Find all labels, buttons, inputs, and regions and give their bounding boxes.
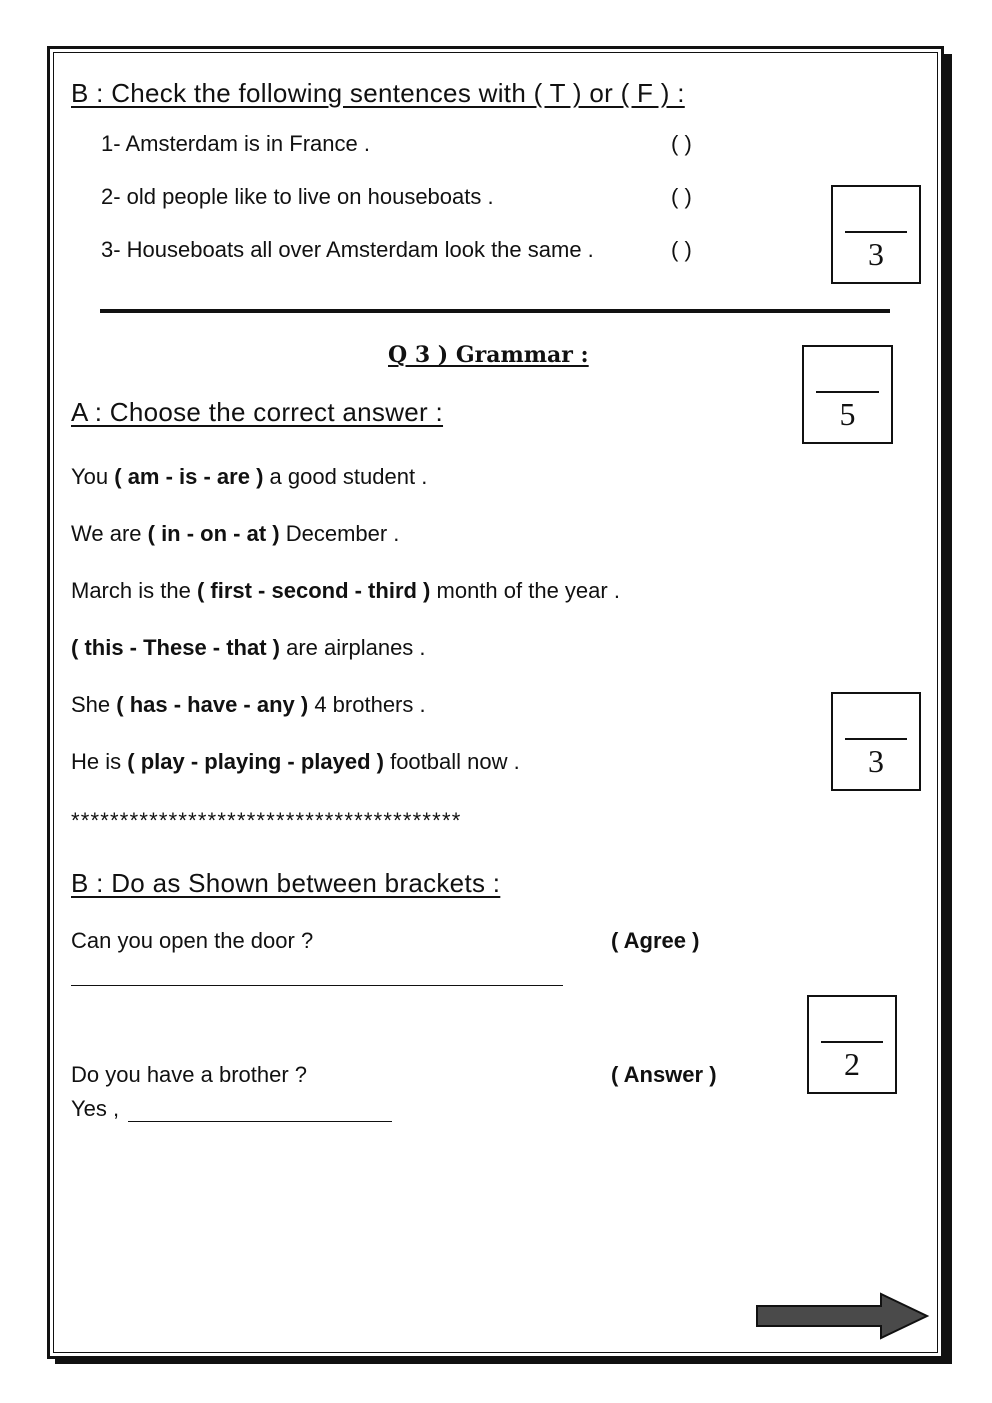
answer-line-1[interactable] <box>71 985 563 986</box>
score-total: 5 <box>839 396 856 432</box>
section-divider <box>100 309 890 313</box>
score-blank-line <box>821 1041 883 1043</box>
answer-prompt-yes: Yes , <box>71 1096 120 1121</box>
score-box-q3 <box>802 345 893 444</box>
mcq-row-1 <box>71 464 427 490</box>
score-blank-line <box>816 391 879 393</box>
score-box-tf <box>831 185 921 284</box>
mcq-stem: He is <box>71 749 128 774</box>
mcq-row-6 <box>71 749 520 775</box>
mcq-row-3 <box>71 578 620 604</box>
mcq-stem: She <box>71 692 117 717</box>
do-instruction-2: ( Answer ) <box>611 1062 717 1087</box>
mcq-choices[interactable]: ( am - is - are ) <box>114 464 264 489</box>
mcq-stem-end: December . <box>279 521 400 546</box>
score-total: 3 <box>868 743 884 779</box>
do-question-1: Can you open the door ? <box>71 928 314 953</box>
do-as-shown-heading: B : Do as Shown between brackets : <box>71 868 501 898</box>
mcq-stem: March is the <box>71 578 197 603</box>
mcq-stem-end: month of the year . <box>430 578 620 603</box>
tf-answer-bracket-1[interactable]: ( ) <box>671 131 692 156</box>
mcq-row-4 <box>71 635 426 661</box>
score-box-choose <box>831 692 921 791</box>
tf-item-3: 3- Houseboats all over Amsterdam look the same . <box>101 237 594 262</box>
mcq-row-5 <box>71 692 426 718</box>
mcq-stem: We are <box>71 521 148 546</box>
tf-item-2: 2- old people like to live on houseboats . <box>101 184 494 209</box>
next-page-arrow-icon[interactable] <box>755 1292 931 1340</box>
tf-section-heading: B : Check the following sentences with ( T ) or ( F ) : <box>71 78 685 108</box>
mcq-choices[interactable]: ( in - on - at ) <box>147 521 280 546</box>
mcq-choices[interactable]: ( has - have - any ) <box>116 692 309 717</box>
do-instruction-1: ( Agree ) <box>611 928 700 953</box>
mcq-row-2 <box>71 521 399 547</box>
score-blank-line <box>845 738 907 740</box>
mcq-choices[interactable]: ( play - playing - played ) <box>127 749 384 774</box>
score-total: 2 <box>844 1046 860 1082</box>
mcq-choices[interactable]: ( this - These - that ) <box>71 635 280 660</box>
mcq-stem-end: football now . <box>383 749 520 774</box>
tf-item-1: 1- Amsterdam is in France . <box>101 131 370 156</box>
q3-title: Q 3 ) Grammar : <box>388 342 589 368</box>
do-question-2: Do you have a brother ? <box>71 1062 308 1087</box>
frame-shadow-right <box>944 54 952 1364</box>
score-box-do <box>807 995 897 1094</box>
choose-section-heading: A : Choose the correct answer : <box>71 397 444 427</box>
mcq-stem: You <box>71 464 115 489</box>
tf-answer-bracket-2[interactable]: ( ) <box>671 184 692 209</box>
mcq-stem-end: 4 brothers . <box>308 692 426 717</box>
score-blank-line <box>845 231 907 233</box>
answer-line-2[interactable] <box>128 1121 392 1122</box>
score-total: 3 <box>868 236 884 272</box>
mcq-stem-end: are airplanes . <box>280 635 426 660</box>
tf-answer-bracket-3[interactable]: ( ) <box>671 237 692 262</box>
star-separator: **************************************** <box>71 808 462 833</box>
mcq-stem-end: a good student . <box>263 464 428 489</box>
mcq-choices[interactable]: ( first - second - third ) <box>196 578 431 603</box>
